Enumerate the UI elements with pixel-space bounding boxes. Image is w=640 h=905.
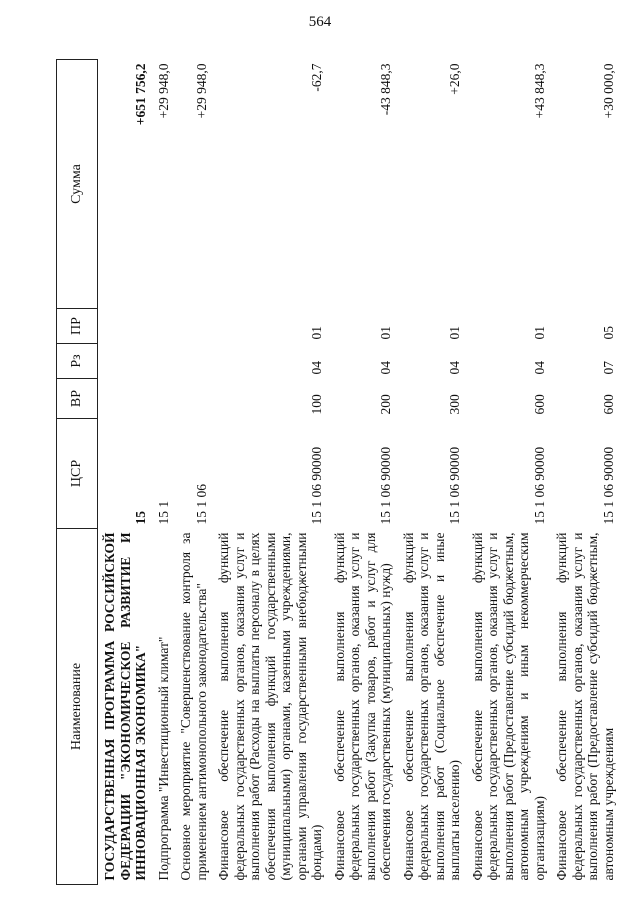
row-vr: 200	[378, 394, 393, 415]
row-pr: 01	[378, 326, 393, 340]
header-rz: Рз	[57, 344, 98, 379]
table-row	[174, 60, 212, 885]
table-row	[397, 60, 466, 885]
table-header-row	[57, 60, 98, 885]
row-sum: +651 756,2	[133, 63, 148, 126]
table-row	[152, 60, 175, 885]
row-vr	[174, 379, 212, 419]
budget-table	[56, 59, 619, 885]
row-rz	[174, 344, 212, 379]
table-row	[466, 60, 551, 885]
row-vr: 100	[309, 394, 324, 415]
row-sum: +43 848,3	[531, 63, 547, 119]
row-vr: 300	[447, 394, 462, 415]
row-pr: 01	[447, 326, 462, 340]
table-row	[212, 60, 328, 885]
row-rz	[152, 344, 175, 379]
row-vr	[152, 379, 175, 419]
row-rz: 04	[309, 361, 324, 375]
row-csr: 15 1 06 90000	[378, 446, 393, 525]
table-body	[98, 60, 620, 885]
row-name: Финансовое обеспечение выполнения функций федеральных государственных органов, оказания услуг и выполнения работ (Предоставление субсидий бюджетным, автономным учреждениям	[554, 532, 616, 881]
row-pr: 01	[531, 326, 547, 340]
row-pr	[152, 309, 175, 344]
row-pr: 05	[600, 326, 616, 340]
header-sum: Сумма	[57, 60, 98, 309]
header-name: Наименование	[57, 529, 98, 885]
row-name: Основное мероприятие "Совершенствование контроля за применением антимонопольного законодательства"	[178, 532, 209, 881]
row-csr: 15 1	[155, 500, 171, 525]
row-csr: 15 1 06 90000	[309, 446, 324, 525]
row-rz: 04	[378, 361, 393, 375]
row-rz: 04	[531, 361, 547, 375]
row-csr: 15 1 06 90000	[600, 446, 616, 525]
row-name: ГОСУДАРСТВЕННАЯ ПРОГРАММА РОССИЙСКОЙ ФЕДЕРАЦИИ "ЭКОНОМИЧЕСКОЕ РАЗВИТИЕ И ИННОВАЦИОННАЯ ЭКОНОМИКА"	[102, 532, 148, 881]
row-name: Финансовое обеспечение выполнения функций федеральных государственных органов, оказания услуг и выполнения работ (Закупка товаров, работ и услуг для обеспечения государственных (муниципальных) нужд)	[331, 532, 393, 881]
row-rz: 04	[447, 361, 462, 375]
row-csr: 15 1 06	[193, 484, 209, 525]
row-sum: -43 848,3	[378, 63, 393, 116]
header-pr: ПР	[57, 309, 98, 344]
row-pr: 01	[309, 326, 324, 340]
row-csr: 15	[133, 511, 148, 525]
row-sum: +30 000,0	[600, 63, 616, 119]
rotated-page-content	[56, 60, 616, 885]
row-csr: 15 1 06 90000	[531, 446, 547, 525]
row-vr: 600	[531, 394, 547, 415]
page-number: 564	[308, 14, 332, 30]
row-rz: 07	[600, 361, 616, 375]
table-row	[98, 60, 152, 885]
table-row	[328, 60, 397, 885]
row-vr: 600	[600, 394, 616, 415]
row-name: Финансовое обеспечение выполнения функций федеральных государственных органов, оказания услуг и выполнения работ (Социальное обеспечение и иные выплаты населению)	[400, 532, 462, 881]
row-csr: 15 1 06 90000	[447, 446, 462, 525]
header-vr: ВР	[57, 379, 98, 419]
row-vr	[98, 379, 152, 419]
row-sum: +26,0	[447, 63, 462, 95]
row-sum: +29 948,0	[193, 63, 209, 119]
header-csr: ЦСР	[57, 419, 98, 529]
row-sum: -62,7	[309, 63, 324, 92]
row-rz	[98, 344, 152, 379]
row-sum: +29 948,0	[155, 63, 171, 119]
row-name: Финансовое обеспечение выполнения функций федеральных государственных органов, оказания услуг и выполнения работ (Расходы на выплаты персоналу в целях обеспечения выполнения функций государственными (муниципальными) органами, казенными учреждениями, органами управления государственными внебюджетными фондами)	[216, 532, 324, 881]
row-name: Финансовое обеспечение выполнения функций федеральных государственных органов, оказания услуг и выполнения работ (Предоставление субсидий бюджетным, автономным учреждениям и иным некоммерческим организациям)	[469, 532, 547, 881]
row-pr	[174, 309, 212, 344]
row-pr	[98, 309, 152, 344]
table-row	[550, 60, 619, 885]
row-name: Подпрограмма "Инвестиционный климат"	[155, 636, 171, 881]
